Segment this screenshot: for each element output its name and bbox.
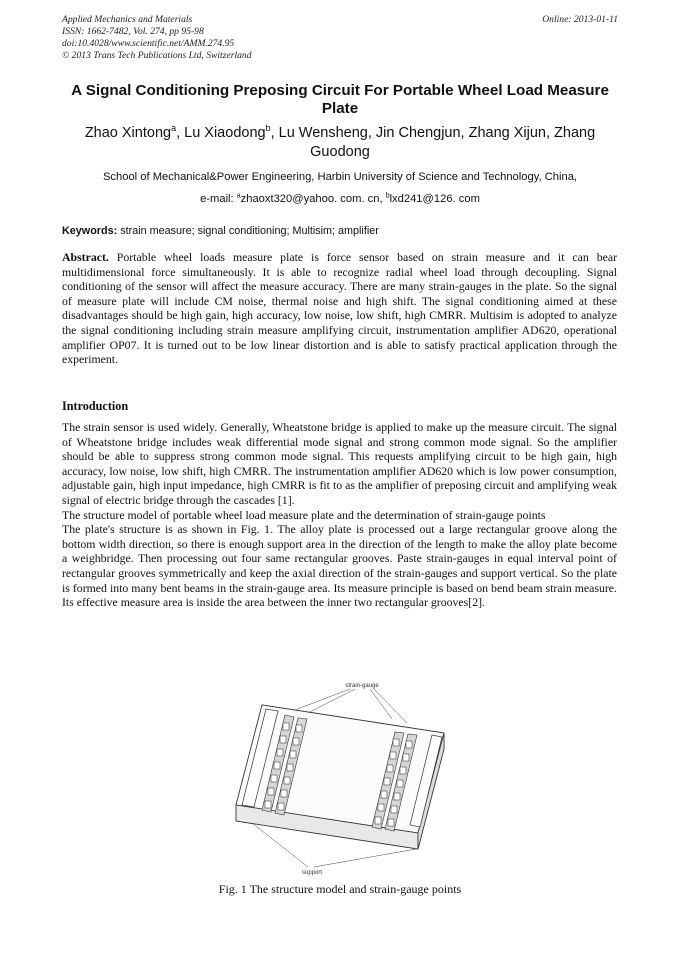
leader-line	[314, 849, 416, 867]
affiliation-mark: a	[171, 123, 177, 134]
affiliation-mark: b	[385, 192, 390, 200]
doi-line: doi:10.4028/www.scientific.net/AMM.274.95	[62, 38, 235, 49]
keywords	[62, 224, 618, 238]
paragraph: The structure model of portable wheel load measure plate and the determination of strain-gauge points	[62, 507, 546, 522]
copyright-line: © 2013 Trans Tech Publications Ltd, Switzerland	[62, 50, 252, 61]
author-name: Zhao Xintong	[84, 125, 172, 141]
paper-title: A Signal Conditioning Preposing Circuit For Portable Wheel Load Measure Plate	[71, 82, 609, 117]
keywords-text: strain measure; signal conditioning; Multisim; amplifier	[117, 225, 379, 237]
author-list	[62, 124, 618, 162]
journal-header	[62, 14, 618, 62]
journal-name: Applied Mechanics and Materials	[62, 14, 193, 25]
leader-line	[292, 689, 350, 711]
figure-caption: Fig. 1 The structure model and strain-gauge points	[218, 882, 462, 896]
issn-line: ISSN: 1662-7482, Vol. 274, pp 95-98	[62, 26, 204, 37]
abstract-text: Portable wheel loads measure plate is force sensor based on strain measure and it can bear multidimensional force simultaneously. It is able to recognize radial wheel load through decoupling. Signal conditioning of the sensor will affect the measure accuracy. There are many strain-gauges in the plate. So the signal of measure plate will include CM noise, thermal noise and high shift. The signal conditioning aimed at these disadvantages should be high gain, high accuracy, low noise, low shift, high CMRR. Multisim is adopted to analyze the signal conditioning including strain measure amplifying circuit, instrumentation amplifier AD620, operational amplifier OP07. It is turned out to be low linear distortion and is able to satisfy practical application through the experiment.	[62, 250, 617, 367]
email-line	[62, 188, 618, 210]
leader-line	[304, 689, 355, 715]
leader-line	[374, 689, 407, 723]
author-names-rest: , Lu Wensheng, Jin Chengjun, Zhang Xijun, Zhang Guodong	[270, 125, 596, 160]
affiliation-mark: a	[236, 192, 241, 200]
keywords-label: Keywords:	[62, 225, 118, 237]
section-heading: Introduction	[62, 399, 129, 413]
introduction-body	[62, 420, 617, 610]
figure-1-plate-diagram	[222, 677, 458, 877]
email-label: e-mail:	[200, 193, 237, 205]
support-label: support	[301, 870, 323, 876]
abstract	[62, 250, 617, 367]
affiliation	[62, 166, 618, 210]
email-address: zhaoxt320@yahoo. com. cn,	[240, 193, 386, 205]
abstract-label: Abstract.	[62, 250, 109, 264]
paragraph: The strain sensor is used widely. Generally, Wheatstone bridge is applied to make up the measure circuit. The signal of Wheatstone bridge includes weak differential mode signal and strong common mode signal. So the amplifier should be able to suppress strong common mode signal. This requests amplifying circuit to be high gain, high accuracy, low noise, low shift, high CMRR. The instrumentation amplifier AD620 which is low power consumption, adjustable gain, high input impedance, high CMRR is fit to as the amplifier of preposing circuit and amplifying weak signal of electric bridge through the cascades [1].	[62, 420, 617, 507]
affiliation-mark: b	[265, 123, 271, 134]
strain-gauge-label: strain-gauge	[345, 683, 379, 689]
affiliation-line: School of Mechanical&Power Engineering, Harbin University of Science and Technology, China,	[102, 171, 578, 183]
online-date: Online: 2013-01-11	[542, 14, 618, 25]
author-name: , Lu Xiaodong	[176, 125, 266, 141]
paragraph: The plate's structure is as shown in Fig. 1. The alloy plate is processed out a large rectangular groove along the bottom width direction, so there is enough support area in the direction of the length to make the alloy plate become a weighbridge. Then processing out four same rectangular grooves. Paste strain-gauges in equal interval point of rectangular grooves symmetrically and keep the axial direction of the strain-gauges and support vertical. So the plate is formed into many bent beams in the strain-gauge area. Its measure principle is based on bend beam strain measure. Its effective measure area is inside the area between the inner two rectangular grooves[2].	[62, 522, 617, 610]
email-address: lxd241@126. com	[389, 193, 480, 205]
